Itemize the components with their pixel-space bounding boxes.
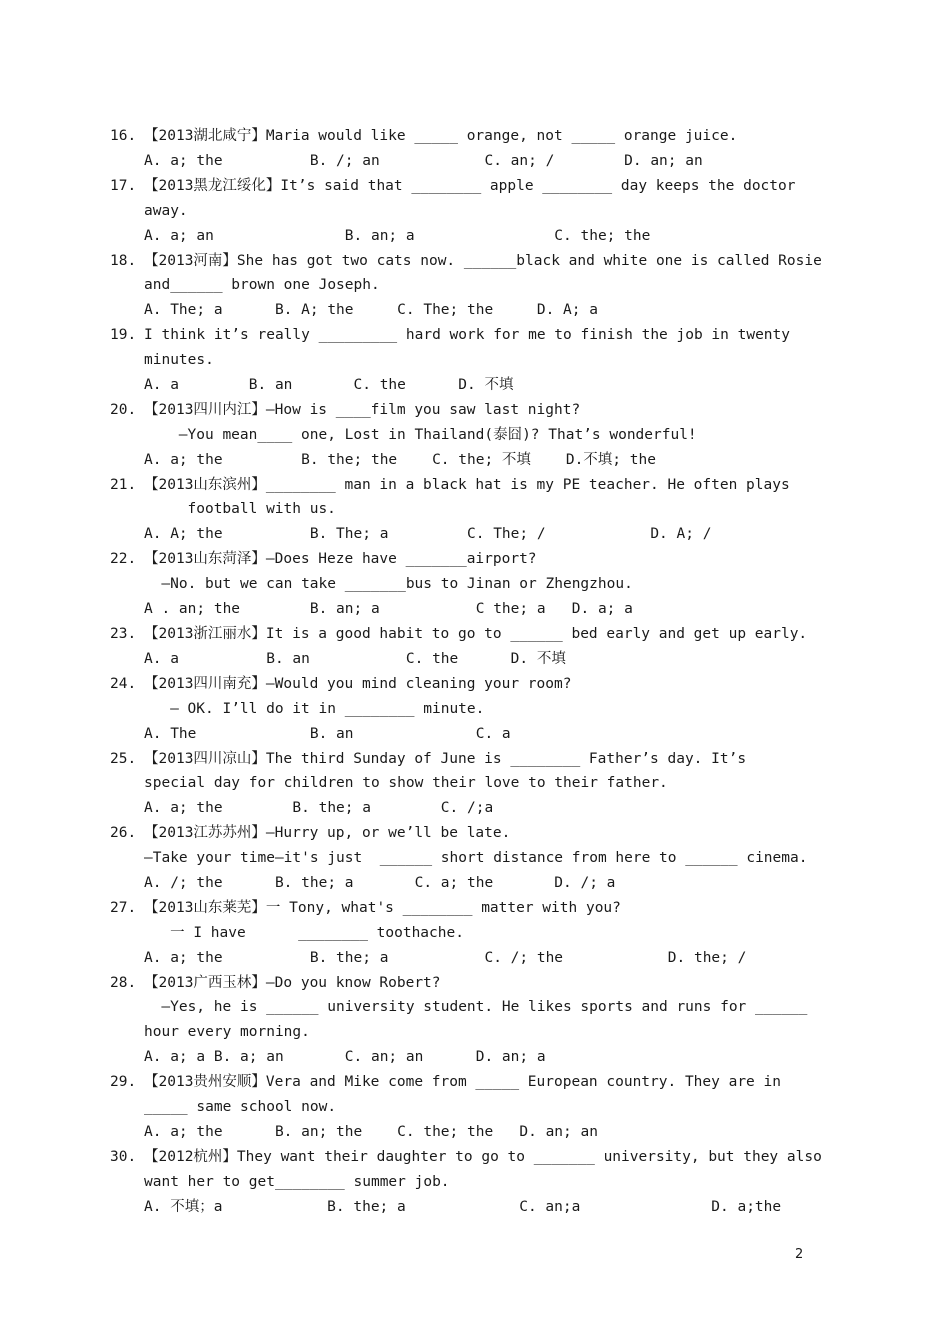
answer-options: A. a; the B. the; a C. /;a	[144, 800, 494, 817]
question-number: 17.	[110, 177, 137, 194]
answer-options: A. /; the B. the; a C. a; the D. /; a	[144, 874, 616, 891]
question-number: 26.	[110, 825, 137, 842]
question-number: 20.	[110, 401, 137, 418]
question-stem: 【2013河南】She has got two cats now. ______black and white one is called Rosie	[144, 252, 822, 269]
question-text-line: hour every morning.	[144, 1024, 310, 1041]
question-number: 24.	[110, 675, 137, 692]
answer-options: A. a; a B. a; an C. an; an D. an; a	[144, 1049, 546, 1066]
question-number: 25.	[110, 750, 137, 767]
question-stem: 【2013江苏苏州】—Hurry up, or we’ll be late.	[144, 825, 511, 842]
question-stem: 【2013广西玉林】—Do you know Robert?	[144, 974, 441, 991]
question-number: 30.	[110, 1148, 137, 1165]
question-number: 28.	[110, 974, 137, 991]
question-stem: 【2013贵州安顺】Vera and Mike come from _____ European country. They are in	[144, 1074, 781, 1091]
question-text-line: —Take your time—it's just ______ short distance from here to ______ cinema.	[144, 850, 808, 867]
question-number: 21.	[110, 476, 137, 493]
question-stem: 【2013湖北咸宁】Maria would like _____ orange, not _____ orange juice.	[144, 128, 738, 144]
question-stem: 【2012杭州】They want their daughter to go to _______ university, but they also	[144, 1148, 822, 1165]
question-text-line: _____ same school now.	[144, 1099, 337, 1116]
page-number: 2	[795, 1247, 804, 1262]
answer-options: A. The B. an C. a	[144, 725, 511, 742]
question-stem: 【2013黑龙江绥化】It’s said that ________ apple ________ day keeps the doctor	[144, 177, 796, 194]
question-number: 22.	[110, 551, 137, 568]
answer-options: A. The; a B. A; the C. The; the D. A; a	[144, 302, 598, 319]
question-number: 16.	[110, 128, 137, 144]
question-number: 23.	[110, 626, 137, 642]
answer-options: A. a; an B. an; a C. the; the	[144, 227, 651, 244]
question-stem: 【2013四川内江】—How is ____film you saw last night?	[144, 401, 581, 418]
question-stem: 【2013山东滨州】________ man in a black hat is my PE teacher. He often plays	[144, 476, 790, 493]
question-text-line: minutes.	[144, 352, 214, 369]
question-stem: 【2013浙江丽水】It is a good habit to go to ______ bed early and get up early.	[144, 626, 808, 642]
answer-options: A. a; the B. /; an C. an; / D. an; an	[144, 152, 703, 169]
question-number: 18.	[110, 252, 137, 269]
question-text-line: want her to get________ summer job.	[144, 1173, 450, 1190]
question-text-line: special day for children to show their love to their father.	[144, 775, 668, 792]
question-text-line: —No. but we can take _______bus to Jinan or Zhengzhou.	[161, 576, 633, 593]
answer-options: A. 不填；a B. the; a C. an;a D. a;the	[144, 1198, 782, 1215]
question-number: 19.	[110, 327, 137, 344]
answer-options: A. A; the B. The; a C. The; / D. A; /	[144, 526, 712, 543]
question-number: 29.	[110, 1074, 137, 1091]
question-text-line: —Yes, he is ______ university student. He likes sports and runs for ______	[161, 999, 808, 1016]
answer-options: A . an; the B. an; a C the; a D. a; a	[144, 601, 633, 618]
question-text-line: 一 I have ________ toothache.	[170, 924, 464, 941]
question-stem: 【2013山东菏泽】—Does Heze have _______airport?	[144, 551, 537, 568]
question-stem: 【2013四川凉山】The third Sunday of June is ________ Father’s day. It’s	[144, 750, 747, 767]
answer-options: A. a B. an C. the D. 不填	[144, 650, 566, 667]
question-text-line: and______ brown one Joseph.	[144, 277, 380, 294]
question-text-line: away.	[144, 202, 188, 219]
question-text-line: — OK. I’ll do it in ________ minute.	[170, 700, 485, 717]
answer-options: A. a; the B. an; the C. the; the D. an; an	[144, 1123, 598, 1140]
question-stem: 【2013四川南充】—Would you mind cleaning your room?	[144, 675, 572, 692]
question-number: 27.	[110, 899, 137, 916]
answer-options: A. a; the B. the; the C. the; 不填 D.不填; the	[144, 451, 656, 468]
question-stem: I think it’s really _________ hard work for me to finish the job in twenty	[144, 327, 791, 344]
answer-options: A. a; the B. the; a C. /; the D. the; /	[144, 949, 747, 966]
question-stem: 【2013山东莱芜】一 Tony, what's ________ matter with you?	[144, 899, 621, 916]
question-text-line: football with us.	[187, 501, 336, 518]
answer-options: A. a B. an C. the D. 不填	[144, 376, 514, 393]
question-text-line: —You mean____ one, Lost in Thailand(泰囧)? That’s wonderful!	[178, 426, 697, 443]
